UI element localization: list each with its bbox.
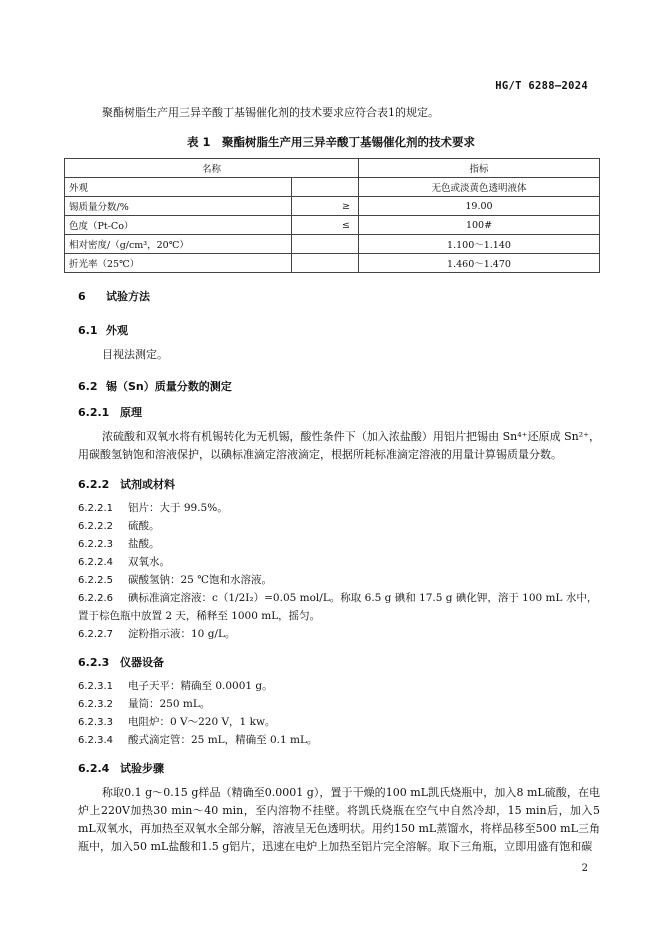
table-header-row bbox=[65, 159, 600, 178]
list-item bbox=[78, 678, 273, 693]
list-item bbox=[78, 714, 275, 729]
section-6-2-2-heading bbox=[78, 476, 175, 492]
item-text: 硫酸。 bbox=[128, 520, 160, 532]
section-title: 锡（Sn）质量分数的测定 bbox=[106, 380, 232, 393]
row-value: 1.100～1.140 bbox=[359, 235, 600, 254]
section-title: 仪器设备 bbox=[120, 656, 164, 669]
item-text: 铝片：大于 99.5%。 bbox=[128, 502, 228, 514]
item-text: 量筒：250 mL。 bbox=[128, 698, 211, 710]
item-text: 置于棕色瓶中放置 2 天，稀释至 1000 mL，摇匀。 bbox=[78, 610, 321, 622]
list-item bbox=[78, 590, 597, 605]
section-number: 6.2.3 bbox=[78, 656, 110, 669]
section-number: 6.2.1 bbox=[78, 406, 110, 419]
section-6-2-4-heading bbox=[78, 760, 164, 776]
row-value: 无色或淡黄色透明液体 bbox=[359, 178, 600, 197]
row-name: 相对密度/（g/cm³，20℃） bbox=[65, 235, 292, 254]
list-item bbox=[78, 626, 235, 641]
row-name: 色度（Pt-Co） bbox=[65, 216, 292, 235]
section-6-2-1-heading bbox=[78, 404, 142, 420]
item-number: 6.2.2.1 bbox=[78, 503, 113, 514]
section-6-2-1-text: 浓硫酸和双氧水将有机锡转化为无机锡，酸性条件下（加入浓盐酸）用铝片把锡由 Sn⁴⁺还原成 Sn²⁺，用碳酸氢钠饱和溶液保护，以碘标准滴定溶液滴定，根据所耗标准滴定溶液的用量计算锡质量分数。 bbox=[78, 430, 600, 461]
list-item bbox=[78, 518, 160, 533]
section-title: 试剂或材料 bbox=[120, 478, 175, 491]
row-symbol: ≤ bbox=[292, 216, 359, 235]
item-number: 6.2.3.1 bbox=[78, 681, 113, 692]
spec-table bbox=[64, 158, 600, 273]
section-6-2-3-heading bbox=[78, 654, 164, 670]
row-value: 1.460～1.470 bbox=[359, 254, 600, 273]
item-number: 6.2.2.2 bbox=[78, 521, 113, 532]
table-title: 表 1 聚酯树脂生产用三异辛酸丁基锡催化剂的技术要求 bbox=[186, 135, 475, 149]
table-row bbox=[65, 197, 600, 216]
item-text: 电阻炉：0 V～220 V，1 kw。 bbox=[128, 716, 276, 728]
row-name: 折光率（25℃） bbox=[65, 254, 292, 273]
header-value: 指标 bbox=[359, 159, 600, 178]
list-item bbox=[78, 500, 228, 515]
item-number: 6.2.2.4 bbox=[78, 557, 113, 568]
item-number: 6.2.3.4 bbox=[78, 735, 113, 746]
section-6-1-heading bbox=[78, 322, 128, 338]
intro-paragraph: 聚酯树脂生产用三异辛酸丁基锡催化剂的技术要求应符合表1的规定。 bbox=[102, 106, 439, 119]
section-6-heading bbox=[78, 288, 150, 304]
section-number: 6 bbox=[78, 290, 86, 303]
list-item bbox=[78, 554, 170, 569]
page-number: 2 bbox=[581, 863, 588, 874]
section-title: 原理 bbox=[120, 406, 142, 419]
item-number: 6.2.2.5 bbox=[78, 575, 113, 586]
list-item-continued bbox=[78, 608, 320, 623]
item-text: 碳酸氢钠：25 ℃饱和水溶液。 bbox=[128, 574, 272, 586]
item-number: 6.2.2.6 bbox=[78, 593, 113, 604]
section-number: 6.1 bbox=[78, 324, 98, 337]
standard-number: HG/T 6288—2024 bbox=[495, 80, 588, 92]
row-value: 19.00 bbox=[359, 197, 600, 216]
section-6-2-4-text: 称取0.1 g～0.15 g样品（精确至0.0001 g），置于干燥的100 mL凯氏烧瓶中，加入8 mL硫酸，在电炉上220V加热30 min～40 min，至内溶物不挂壁。将凯氏烧瓶在空气中自然冷却，15 min后，加入5 mL双氧水，再加热至双氧水全部分解，溶液呈无色透明状。用约150 mL蒸馏水，将样品移至500 mL三角瓶中，加入50 mL盐酸和1.5 g铝片，迅速在电炉上加热至铝片完全溶解。取下三角瓶，立即用盛有饱和碳 bbox=[78, 786, 600, 853]
item-text: 碘标准滴定溶液：c（1/2I₂）=0.05 mol/L。称取 6.5 g 碘和 17.5 g 碘化钾，溶于 100 mL 水中， bbox=[128, 592, 598, 604]
section-number: 6.2.2 bbox=[78, 478, 110, 491]
section-title: 外观 bbox=[106, 324, 128, 337]
section-number: 6.2 bbox=[78, 380, 98, 393]
item-number: 6.2.2.7 bbox=[78, 629, 113, 640]
item-text: 酸式滴定管：25 mL，精确至 0.1 mL。 bbox=[128, 734, 318, 746]
item-number: 6.2.2.3 bbox=[78, 539, 113, 550]
section-title: 试验步骤 bbox=[120, 762, 164, 775]
section-6-1-text: 目视法测定。 bbox=[102, 348, 168, 361]
table-row bbox=[65, 254, 600, 273]
section-number: 6.2.4 bbox=[78, 762, 110, 775]
row-symbol bbox=[292, 235, 359, 254]
item-number: 6.2.3.2 bbox=[78, 699, 113, 710]
list-item bbox=[78, 696, 210, 711]
item-text: 淀粉指示液：10 g/L。 bbox=[128, 628, 236, 640]
list-item bbox=[78, 732, 317, 747]
row-symbol bbox=[292, 254, 359, 273]
row-name: 锡质量分数/% bbox=[65, 197, 292, 216]
row-value: 100# bbox=[359, 216, 600, 235]
row-symbol: ≥ bbox=[292, 197, 359, 216]
section-6-2-heading bbox=[78, 378, 232, 394]
list-item bbox=[78, 536, 160, 551]
row-symbol bbox=[292, 178, 359, 197]
section-title: 试验方法 bbox=[106, 290, 150, 303]
header-name: 名称 bbox=[65, 159, 359, 178]
table-row bbox=[65, 235, 600, 254]
item-text: 盐酸。 bbox=[128, 538, 160, 550]
item-text: 双氧水。 bbox=[128, 556, 170, 568]
item-number: 6.2.3.3 bbox=[78, 717, 113, 728]
list-item bbox=[78, 572, 272, 587]
item-text: 电子天平：精确至 0.0001 g。 bbox=[128, 680, 273, 692]
table-row bbox=[65, 178, 600, 197]
table-row bbox=[65, 216, 600, 235]
row-name: 外观 bbox=[65, 178, 292, 197]
